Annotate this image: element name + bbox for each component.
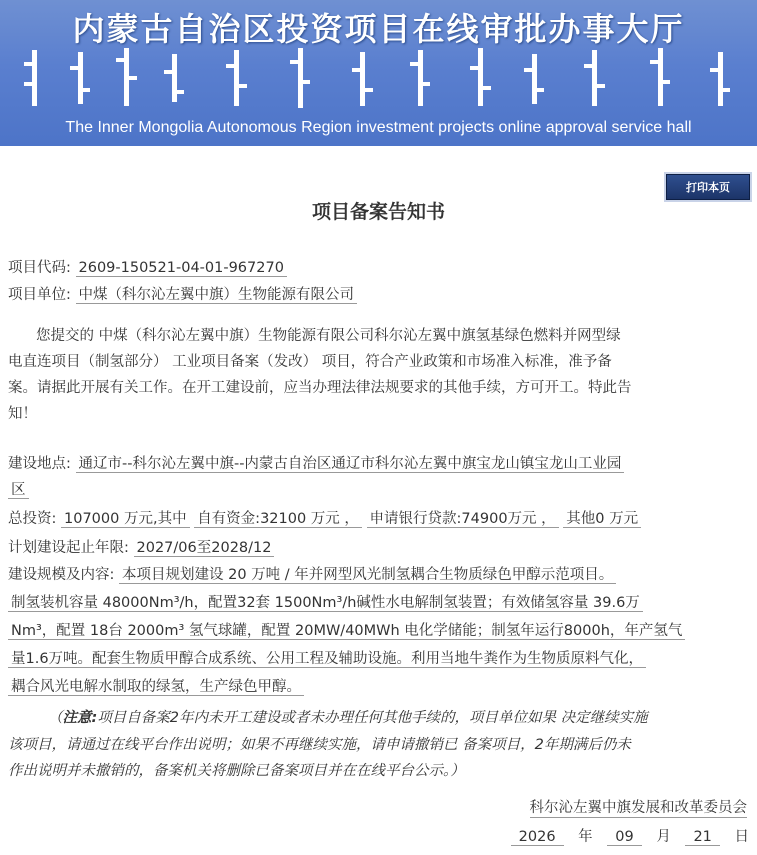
location-label: 建设地点: <box>8 456 71 472</box>
note-line: 该项目，请通过在线平台作出说明；如果不再继续实施，请申请撤销已 备案项目，2年期满后仍未 <box>8 736 631 753</box>
date-day-unit: 日 <box>734 829 749 845</box>
scale-value-cont: 制氢装机容量 48000Nm³/h，配置32套 1500Nm³/h碱性水电解制氢装置；有效储氢容量 39.6万 <box>8 595 643 612</box>
project-code-value: 2609-150521-04-01-967270 <box>76 260 287 277</box>
note-line: 作出说明并未撤销的，备案机关将删除已备案项目并在在线平台公示。） <box>8 763 465 779</box>
scale-row-cont <box>8 591 643 616</box>
note-line <box>8 705 750 732</box>
investment-bank-loan: 申请银行贷款:74900万元 ， <box>367 511 559 528</box>
attention-note <box>8 705 750 785</box>
notice-line: 案。请据此开展有关工作。在开工建设前，应当办理法律法规要求的其他手续，方可开工。特此告 <box>8 380 632 396</box>
scale-value: 本项目规划建设 20 万吨 / 年并网型风光制氢耦合生物质绿色甲醇示范项目。 <box>119 567 616 584</box>
period-value: 2027/06至2028/12 <box>134 540 275 557</box>
project-unit-label: 项目单位: <box>8 287 71 303</box>
investment-other: 其他0 万元 <box>563 511 641 528</box>
notice-line: 您提交的 中煤（科尔沁左翼中旗）生物能源有限公司科尔沁左翼中旗氢基绿色燃料并网型绿 <box>36 328 621 344</box>
location-value-cont: 区 <box>8 482 29 499</box>
project-unit-value: 中煤（科尔沁左翼中旗）生物能源有限公司 <box>76 287 358 304</box>
location-value: 通辽市--科尔沁左翼中旗--内蒙古自治区通辽市科尔沁左翼中旗宝龙山镇宝龙山工业园 <box>76 456 625 473</box>
project-code-label: 项目代码: <box>8 260 71 276</box>
project-code-row <box>8 256 287 281</box>
notice-line: 电直连项目（制氢部分） 工业项目备案（发改） 项目，符合产业政策和市场准入标准，准予备 <box>8 354 612 370</box>
date-year: 2026 <box>511 829 564 846</box>
print-page-button[interactable]: 打印本页 <box>666 174 750 200</box>
notice-line: 知！ <box>8 406 37 422</box>
note-label: 注意: <box>62 710 98 726</box>
investment-row <box>8 507 641 532</box>
note-open-paren: （ <box>48 710 63 726</box>
investment-own-funds: 自有资金:32100 万元 ， <box>194 511 362 528</box>
document-title: 项目备案告知书 <box>311 201 445 223</box>
location-row-cont <box>8 478 29 503</box>
period-label: 计划建设起止年限: <box>8 540 129 556</box>
scale-label: 建设规模及内容: <box>8 567 115 583</box>
scale-row-cont <box>8 675 304 700</box>
date-year-unit: 年 <box>578 829 593 845</box>
issue-date <box>511 825 749 846</box>
investment-total: 107000 万元,其中 <box>61 511 190 528</box>
project-unit-row <box>8 283 357 308</box>
banner-title: 内蒙古自治区投资项目在线审批办事大厅 <box>72 10 685 48</box>
banner-subtitle: The Inner Mongolia Autonomous Region investment projects online approval service hall <box>65 119 692 136</box>
header-banner <box>0 0 757 146</box>
note-text: 项目自备案2年内未开工建设或者未办理任何其他手续的，项目单位如果 决定继续实施 <box>97 710 648 726</box>
period-row <box>8 536 274 561</box>
location-row <box>8 452 624 477</box>
notice-paragraph <box>8 323 748 427</box>
mongolian-script-title <box>20 44 737 116</box>
scale-row-cont <box>8 647 646 672</box>
scale-row <box>8 563 616 588</box>
scale-row-cont <box>8 619 685 644</box>
investment-label: 总投资: <box>8 511 57 527</box>
issuing-authority: 科尔沁左翼中旗发展和改革委员会 <box>530 796 748 818</box>
date-month: 09 <box>607 829 641 846</box>
date-day: 21 <box>685 829 719 846</box>
scale-value-cont: 耦合风光电解水制取的绿氢，生产绿色甲醇。 <box>8 679 304 696</box>
scale-value-cont: 量1.6万吨。配套生物质甲醇合成系统、公用工程及辅助设施。利用当地牛粪作为生物质原料气化， <box>8 651 646 668</box>
date-month-unit: 月 <box>656 829 671 845</box>
scale-value-cont: Nm³，配置 18台 2000m³ 氢气球罐，配置 20MW/40MWh 电化学储能；制氢年运行8000h，年产氢气 <box>8 623 685 640</box>
